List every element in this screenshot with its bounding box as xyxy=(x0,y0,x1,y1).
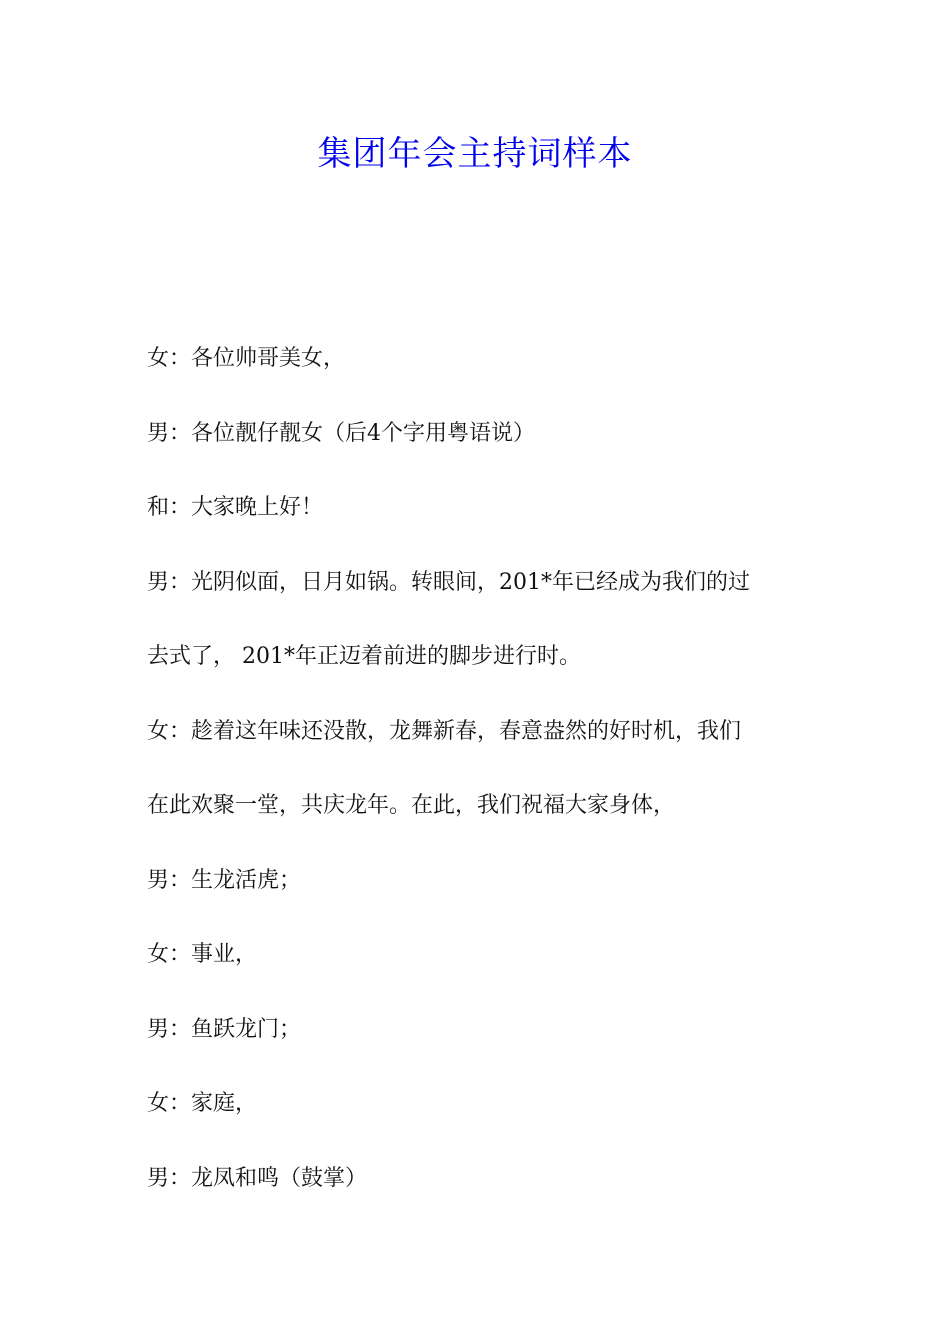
text-line: 在此欢聚一堂，共庆龙年。在此，我们祝福大家身体， xyxy=(147,793,676,818)
text-line: 和：大家晚上好！ xyxy=(147,495,324,520)
text-line: 男：各位靓仔靓女（后4个字用粤语说） xyxy=(147,420,535,446)
text-line: 男：龙凤和鸣（鼓掌） xyxy=(147,1165,368,1191)
text-line: 男：光阴似面，日月如锅。转眼间，201*年已经成为我们的过 xyxy=(147,569,750,595)
document-title: 集团年会主持词样本 xyxy=(317,135,633,173)
text-line: 女：事业， xyxy=(147,942,258,967)
text-line: 女：趁着这年味还没散，龙舞新春，春意盎然的好时机，我们 xyxy=(147,718,742,744)
document-body xyxy=(147,335,817,1229)
text-line: 男：鱼跃龙门； xyxy=(147,1016,302,1042)
text-line: 女：家庭， xyxy=(147,1091,258,1116)
text-line: 男：生龙活虎； xyxy=(147,867,302,893)
text-line: 去式了， 201*年正迈着前进的脚步进行时。 xyxy=(147,644,581,669)
text-line: 女：各位帅哥美女， xyxy=(147,346,346,371)
